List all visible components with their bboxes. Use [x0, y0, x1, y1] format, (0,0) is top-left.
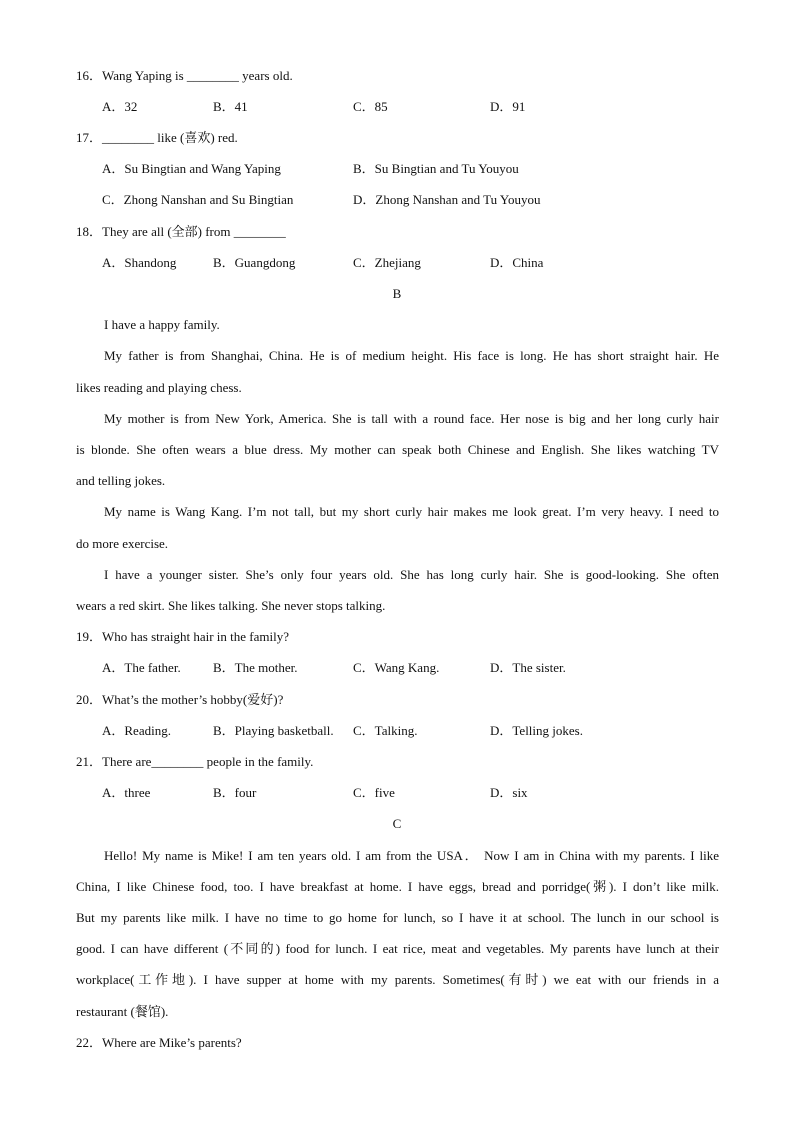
question-21-stem: 21．There are________ people in the family.	[76, 754, 314, 769]
question-17-option-d: D．Zhong Nanshan and Tu Youyou	[353, 192, 541, 207]
section-b-line: I have a happy family.	[104, 317, 220, 332]
question-22-stem: 22．Where are Mike’s parents?	[76, 1035, 242, 1050]
question-20-option-c: C．Talking.	[353, 723, 418, 738]
question-20-option-b: B．Playing basketball.	[213, 723, 334, 738]
question-18-option-c: C．Zhejiang	[353, 255, 421, 270]
section-b-line: My name is Wang Kang. I’m not tall, but my short curly hair makes me look great. I’m very heavy. I need to	[104, 504, 719, 519]
question-18-option-d: D．China	[490, 255, 544, 270]
question-17-option-c: C．Zhong Nanshan and Su Bingtian	[102, 192, 294, 207]
section-b-line: is blonde. She often wears a blue dress. My mother can speak both Chinese and English. She likes watching TV	[76, 442, 719, 457]
question-20-stem: 20．What’s the mother’s hobby(爱好)?	[76, 692, 284, 707]
question-19-option-b: B．The mother.	[213, 660, 298, 675]
section-c-line: good. I can have different (不同的) food for lunch. I eat rice, meat and vegetables. My parents have lunch at their	[76, 941, 719, 956]
section-b-line: I have a younger sister. She’s only four years old. She has long curly hair. She is good-looking. She often	[104, 567, 719, 582]
section-c-line: workplace(工作地). I have supper at home with my parents. Sometimes(有时) we eat with our friends in a	[76, 972, 719, 987]
question-18-option-a: A．Shandong	[102, 255, 177, 270]
question-21-option-a: A．three	[102, 785, 151, 800]
question-17-option-a: A．Su Bingtian and Wang Yaping	[102, 161, 281, 176]
question-20-option-a: A．Reading.	[102, 723, 171, 738]
question-16-stem: 16．Wang Yaping is ________ years old.	[76, 68, 293, 83]
section-c-line: China, I like Chinese food, too. I have breakfast at home. I have eggs, bread and porridge(粥). I don’t like milk.	[76, 879, 719, 894]
section-c-line: Hello! My name is Mike! I am ten years old. I am from the USA． Now I am in China with my parents. I like	[104, 848, 719, 863]
section-b-line: do more exercise.	[76, 536, 169, 551]
question-21-option-d: D．six	[490, 785, 528, 800]
question-17-option-b: B．Su Bingtian and Tu Youyou	[353, 161, 519, 176]
question-19-option-a: A．The father.	[102, 660, 181, 675]
question-16-option-c: C．85	[353, 99, 388, 114]
section-b-line: and telling jokes.	[76, 473, 166, 488]
question-19-option-d: D．The sister.	[490, 660, 566, 675]
question-18-stem: 18．They are all (全部) from ________	[76, 224, 286, 239]
section-c-line: But my parents like milk. I have no time to go home for lunch, so I have it at school. The lunch in our school is	[76, 910, 719, 925]
question-21-option-c: C．five	[353, 785, 395, 800]
question-19-stem: 19．Who has straight hair in the family?	[76, 629, 290, 644]
question-16-option-d: D．91	[490, 99, 526, 114]
section-b-line: likes reading and playing chess.	[76, 380, 242, 395]
section-b-line: My mother is from New York, America. She is tall with a round face. Her nose is big and her long curly hair	[104, 411, 719, 426]
question-19-option-c: C．Wang Kang.	[353, 660, 440, 675]
question-16-option-b: B．41	[213, 99, 248, 114]
section-c-heading: C	[392, 816, 402, 831]
question-21-option-b: B．four	[213, 785, 257, 800]
section-b-heading: B	[392, 286, 402, 301]
section-b-line: wears a red skirt. She likes talking. She never stops talking.	[76, 598, 386, 613]
question-17-stem: 17．________ like (喜欢) red.	[76, 130, 238, 145]
question-20-option-d: D．Telling jokes.	[490, 723, 583, 738]
section-c-line: restaurant (餐馆).	[76, 1004, 169, 1019]
question-18-option-b: B．Guangdong	[213, 255, 296, 270]
section-b-line: My father is from Shanghai, China. He is of medium height. His face is long. He has short straight hair. He	[104, 348, 719, 363]
question-16-option-a: A．32	[102, 99, 138, 114]
